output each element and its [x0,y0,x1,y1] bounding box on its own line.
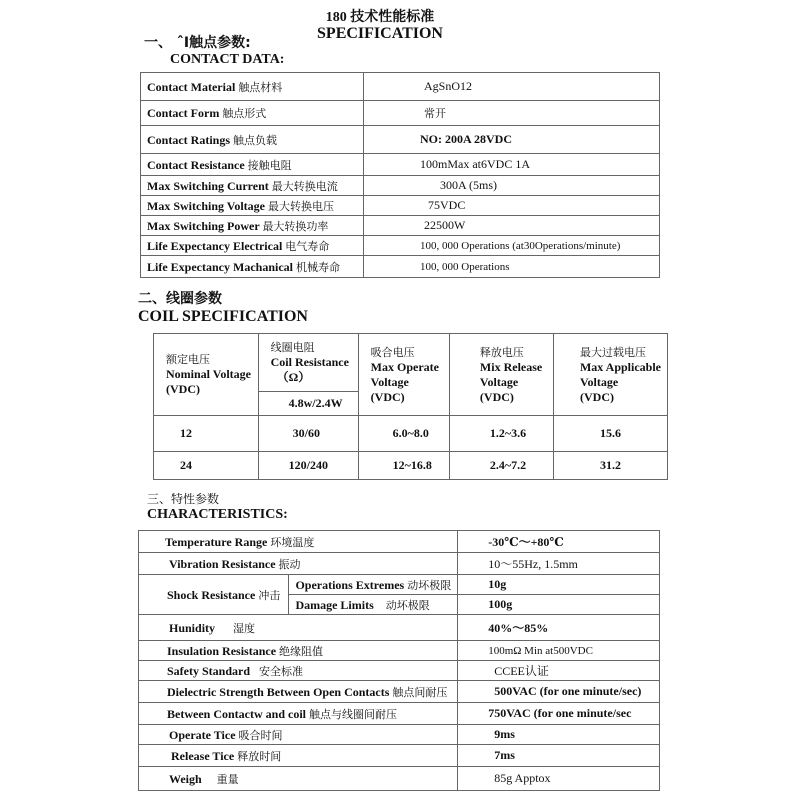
row-label-en: Life Expectancy Machanical [147,259,293,274]
table-row [139,615,660,641]
contact-data-table [140,72,660,278]
table-row [141,196,660,216]
document-title-cn: 180 技术性能标准 [325,10,435,25]
table-row [139,531,660,553]
sub-label-cn: 动坏极限 [407,578,452,592]
table-row [141,154,660,176]
table-row [139,725,660,745]
document-title-en: SPECIFICATION [317,25,443,42]
cell-applicable: 31.2 [553,452,667,480]
table-row [139,767,660,791]
table-row [141,216,660,236]
row-label-cn: 机械寿命 [295,260,340,274]
characteristics-table [138,530,660,791]
sub-label-cn: 动坏极限 [385,598,430,612]
row-label-en: Temperature Range [165,534,268,549]
table-row [139,703,660,725]
row-label-en: Contact Ratings [147,132,230,147]
row-value: 750VAC (for one minute/sec [458,703,660,725]
row-value: AgSnO12 [364,73,660,101]
row-label-en: Safety Standard [167,663,251,678]
row-label-cn: 触点负载 [233,133,277,147]
table-header-row [154,334,668,392]
row-value: 100g [458,595,660,615]
row-label-en: Release Tice [171,748,235,763]
cell-resistance: 30/60 [258,416,358,452]
header-operate-voltage: 吸合电压 Max Operate Voltage (VDC) [358,334,449,416]
row-value: 100mΩ Min at500VDC [458,641,660,661]
row-label-cn: 冲击 [258,588,281,602]
header-applicable-voltage: 最大过载电压 Max Applicable Voltage (VDC) [553,334,667,416]
cell-nominal: 12 [154,416,259,452]
table-row [141,73,660,101]
table-row [139,681,660,703]
row-label-en: Hunidity [169,620,216,635]
coil-spec-table [153,333,668,480]
row-value: 300A (5ms) [364,176,660,196]
table-row [139,661,660,681]
row-label-en: Dielectric Strength Between Open Contacts [167,684,390,699]
cell-operate: 12~16.8 [358,452,449,480]
sub-label-en: Damage Limits [295,597,374,612]
row-label-en: Shock Resistance [167,587,256,602]
contact-heading-cn: 一、 ˆI触点参数: [144,35,251,51]
row-value: 10～55Hz, 1.5mm [458,553,660,575]
row-label-cn: 触点与线圈间耐压 [308,707,397,721]
row-label-cn: 重量 [216,772,239,786]
row-value: 75VDC [364,196,660,216]
row-label-en: Vibration Resistance [169,556,276,571]
table-row [139,641,660,661]
sub-label-en: Operations Extremes [295,577,405,592]
table-row [141,236,660,256]
header-nominal-voltage: 额定电压 Nominal Voltage (VDC) [154,334,259,416]
cell-applicable: 15.6 [553,416,667,452]
cell-release: 1.2~3.6 [449,416,553,452]
header-power-rating: 4.8w/2.4W [258,392,358,416]
row-value: 常开 [364,101,660,126]
coil-heading-en: COIL SPECIFICATION [138,308,308,325]
row-label-cn: 释放时间 [237,749,282,763]
row-value: 10g [458,575,660,595]
row-label-cn: 最大转换功率 [262,219,329,233]
table-row [154,416,668,452]
row-value: CCEE认证 [458,661,660,681]
contact-heading-en: CONTACT DATA: [170,52,285,67]
table-row [141,101,660,126]
row-value: 40%～85% [458,615,660,641]
cell-release: 2.4~7.2 [449,452,553,480]
table-row [154,452,668,480]
row-label-cn: 最大转换电流 [271,179,338,193]
row-value: 100, 000 Operations [364,256,660,278]
row-label-en: Contact Form [147,106,220,120]
row-value: 85g Apptox [458,767,660,791]
cell-resistance: 120/240 [258,452,358,480]
table-row [141,176,660,196]
row-label-cn: 触点间耐压 [392,685,448,699]
row-label-en: Operate Tice [169,727,236,742]
row-value: -30℃～+80℃ [458,531,660,553]
characteristics-heading-cn: 三、特性参数 [147,492,220,506]
row-label-en: Weigh [169,771,202,786]
coil-heading-cn: 二、线圈参数 [138,291,222,307]
table-row [141,256,660,278]
row-label-en: Contact Material [147,79,236,94]
row-label-cn: 电气寿命 [285,239,330,253]
row-label-en: Between Contactw and coil [167,706,306,721]
table-row [139,745,660,767]
row-label-en: Max Switching Current [147,178,269,193]
row-label-en: Contact Resistance [147,157,245,172]
row-label-en: Life Expectancy Electrical [147,238,283,253]
row-label-en: Max Switching Voltage [147,198,266,213]
row-value: NO: 200A 28VDC [364,126,660,154]
table-row [139,553,660,575]
row-label-cn: 最大转换电压 [268,199,335,213]
table-row [139,575,660,595]
row-label-cn: 触点形式 [222,107,267,120]
row-value: 500VAC (for one minute/sec) [458,681,660,703]
cell-operate: 6.0~8.0 [358,416,449,452]
row-label-en: Insulation Resistance [167,643,277,658]
row-value: 22500W [364,216,660,236]
row-label-cn: 吸合时间 [238,728,283,742]
row-label-cn: 绝缘阻值 [279,644,324,658]
row-value: 100, 000 Operations (at30Operations/minute) [364,236,660,256]
row-value: 9ms [458,725,660,745]
row-label-cn: 触点材料 [238,80,283,94]
row-label-cn: 环境温度 [270,535,315,549]
row-label-cn: 安全标准 [259,664,304,678]
cell-nominal: 24 [154,452,259,480]
row-value: 7ms [458,745,660,767]
table-row [141,126,660,154]
characteristics-heading-en: CHARACTERISTICS: [147,507,288,522]
row-label-en: Max Switching Power [147,218,260,233]
row-value: 100mMax at6VDC 1A [364,154,660,176]
row-label-cn: 振动 [278,557,301,571]
header-release-voltage: 释放电压 Mix Release Voltage (VDC) [449,334,553,416]
row-label-cn: 湿度 [233,621,256,635]
header-coil-resistance: 线圈电阻 Coil Resistance （Ω） [258,334,358,392]
row-label-cn: 接触电阻 [247,158,292,172]
